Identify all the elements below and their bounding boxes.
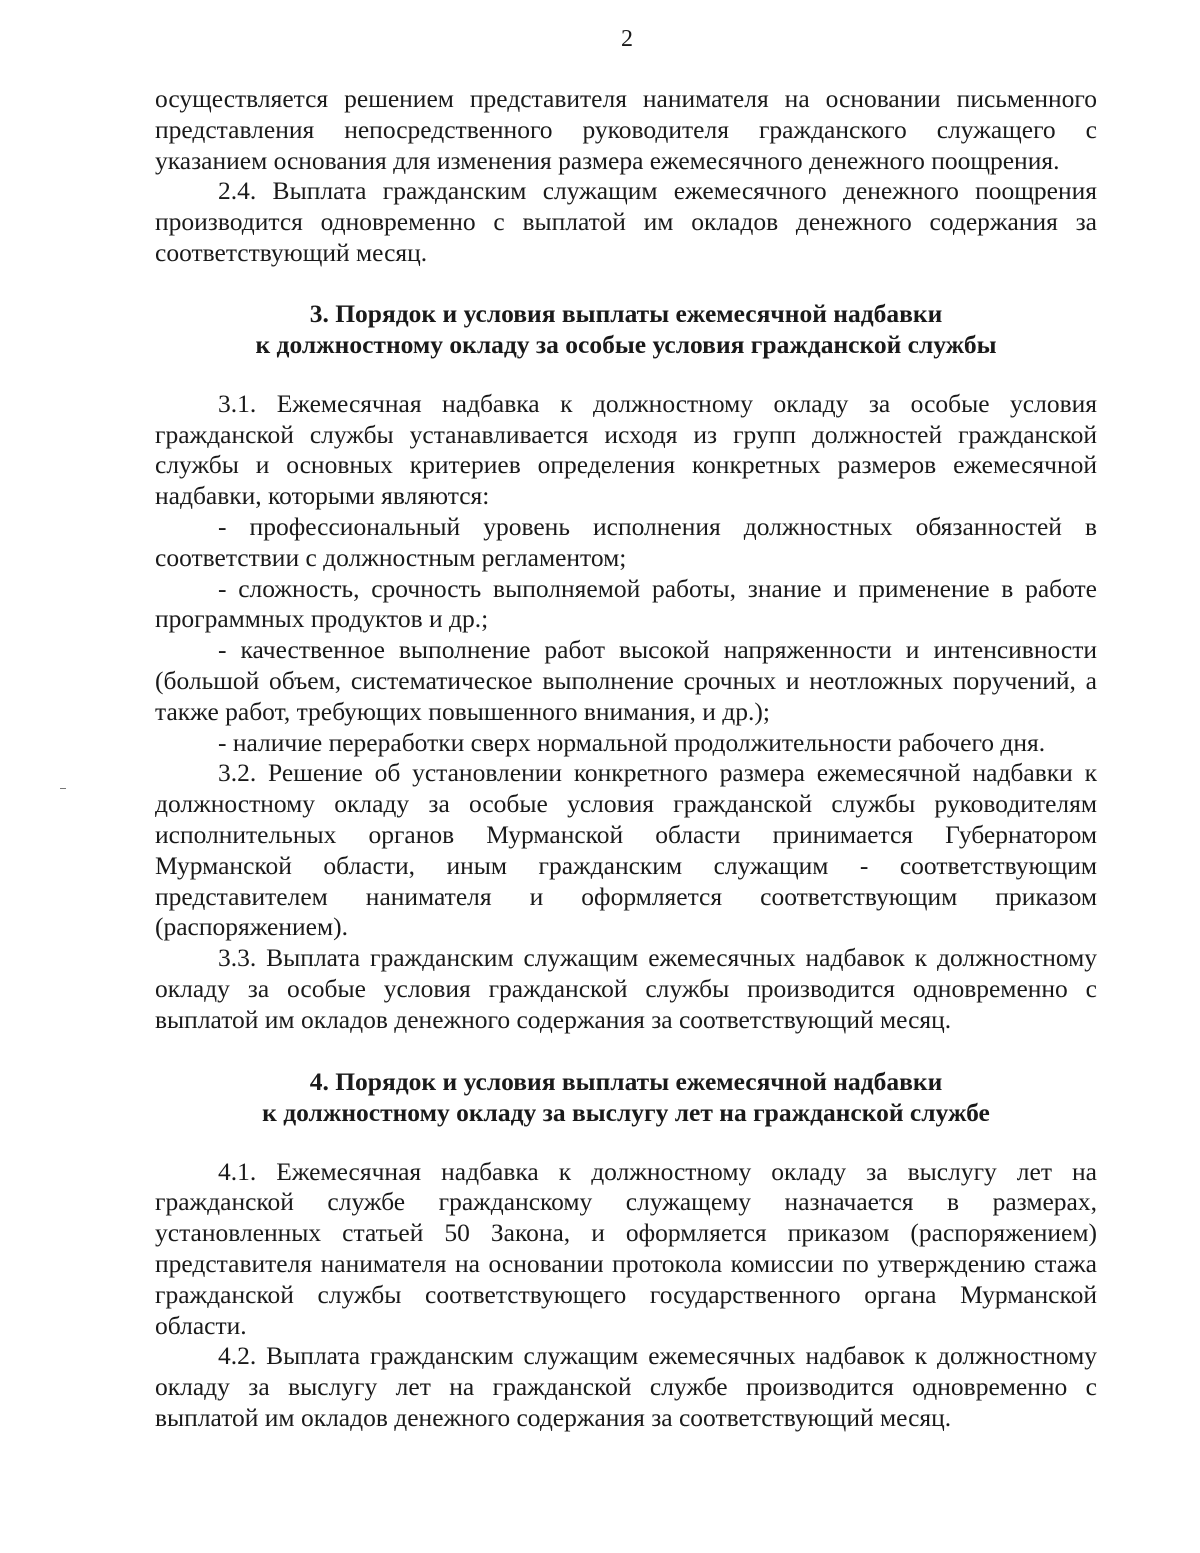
section-4-title-line-2: к должностному окладу за выслугу лет на гражданской службе — [262, 1097, 990, 1127]
clause-4-1: 4.1. Ежемесячная надбавка к должностному окладу за выслугу лет на гражданской службе гражданскому служащему назначается в размерах, установленных статьей 50 Закона, и оформляется приказом (распоряжением) представителя нанимателя на основании протокола комиссии по утверждению стажа гражданской службы соответствующего государственного органа Мурманской области. — [155, 1156, 1097, 1340]
section-4-title-line-1: 4. Порядок и условия выплаты ежемесячной надбавки — [309, 1066, 943, 1096]
section-4-title — [155, 1066, 1097, 1128]
section-3-title-line-2: к должностному окладу за особые условия гражданской службы — [255, 329, 997, 359]
clause-2-4: 2.4. Выплата гражданским служащим ежемесячного денежного поощрения производится одновременно с выплатой им окладов денежного содержания за соответствующий месяц. — [155, 176, 1097, 267]
clause-4-2: 4.2. Выплата гражданским служащим ежемесячных надбавок к должностному окладу за выслугу лет на гражданской службе производится одновременно с выплатой им окладов денежного содержания за соответствующий месяц. — [155, 1341, 1097, 1432]
page-number: 2 — [621, 26, 633, 52]
criteria-item: - наличие переработки сверх нормальной продолжительности рабочего дня. — [218, 727, 1046, 757]
clause-3-2: 3.2. Решение об установлении конкретного размера ежемесячной надбавки к должностному окладу за особые условия гражданской службы руководителям исполнительных органов Мурманской области принимается Губернатором Мурманской области, иным гражданским служащим - соответствующим представителем нанимателя и оформляется соответствующим приказом (распоряжением). — [155, 758, 1097, 942]
intro-paragraph: осуществляется решением представителя нанимателя на основании письменного представления непосредственного руководителя гражданского служащего с указанием основания для изменения размера ежемесячного денежного поощрения. — [155, 84, 1097, 175]
section-3-title-line-1: 3. Порядок и условия выплаты ежемесячной надбавки — [309, 298, 943, 328]
clause-3-1: 3.1. Ежемесячная надбавка к должностному окладу за особые условия гражданской службы устанавливается исходя из групп должностей гражданской службы и основных критериев определения конкретных размеров ежемесячной надбавки, которыми являются: — [155, 388, 1097, 511]
margin-mark — [60, 788, 66, 789]
section-3-title — [155, 298, 1097, 360]
criteria-item: - качественное выполнение работ высокой напряженности и интенсивности (большой объем, систематическое выполнение срочных и неотложных поручений, а также работ, требующих повышенного внимания, и др.); — [155, 635, 1097, 726]
criteria-item: - сложность, срочность выполняемой работы, знание и применение в работе программных продуктов и др.; — [155, 573, 1097, 634]
criteria-item: - профессиональный уровень исполнения должностных обязанностей в соответствии с должностным регламентом; — [155, 511, 1097, 572]
clause-3-3: 3.3. Выплата гражданским служащим ежемесячных надбавок к должностному окладу за особые условия гражданской службы производится одновременно с выплатой им окладов денежного содержания за соответствующий месяц. — [155, 943, 1097, 1034]
document-body — [155, 84, 1097, 1434]
